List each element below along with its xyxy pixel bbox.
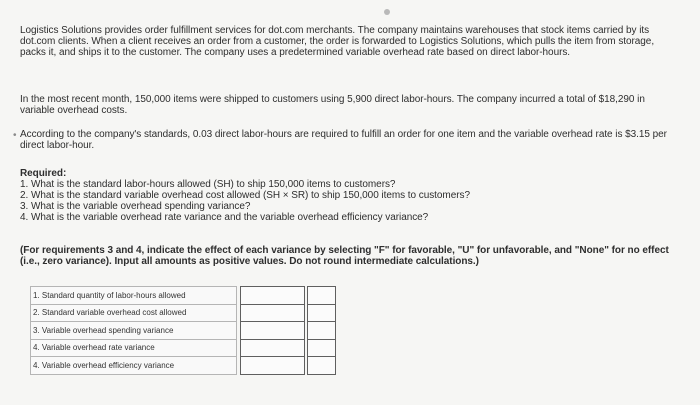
effect-cell	[308, 322, 336, 340]
table-row	[31, 339, 336, 357]
amount-cell	[241, 339, 305, 357]
scroll-indicator-dot	[384, 9, 390, 15]
table-row	[31, 287, 336, 305]
required-item-2: 2. What is the standard variable overhead cost allowed (SH × SR) to ship 150,000 items to customers?	[20, 190, 470, 201]
amount-cell	[241, 304, 305, 322]
required-item-3: 3. What is the variable overhead spending variance?	[20, 201, 251, 212]
amount-cell	[241, 357, 305, 375]
effect-input[interactable]	[308, 322, 335, 336]
row-label: 4. Variable overhead rate variance	[31, 339, 237, 357]
amount-input[interactable]	[241, 322, 304, 336]
row-label: 3. Variable overhead spending variance	[31, 322, 237, 340]
amount-cell	[241, 322, 305, 340]
table-row	[31, 304, 336, 322]
required-title: Required:	[20, 168, 67, 179]
answer-table	[30, 286, 336, 375]
amount-input[interactable]	[241, 357, 304, 371]
effect-input[interactable]	[308, 305, 335, 319]
instructions-note: (For requirements 3 and 4, indicate the effect of each variance by selecting "F" for favorable, "U" for unfavorable, and "None" for no effect (i.e., zero variance). Input all amounts as positive values. Do not round intermediate calculations.)	[20, 245, 669, 267]
problem-paragraph-2: In the most recent month, 150,000 items were shipped to customers using 5,900 direct labor-hours. The company incurred a total of $18,290 in variable overhead costs.	[20, 94, 645, 116]
effect-input[interactable]	[308, 357, 335, 371]
effect-input[interactable]	[308, 340, 335, 354]
row-label: 2. Standard variable overhead cost allowed	[31, 304, 237, 322]
effect-cell	[308, 304, 336, 322]
problem-paragraph-1: Logistics Solutions provides order fulfillment services for dot.com merchants. The company maintains warehouses that stock items carried by its dot.com clients. When a client receives an order from a customer, the order is forwarded to Logistics Solutions, which pulls the item from storage, packs it, and ships it to the customer. The company uses a predetermined variable overhead rate based on direct labor-hours.	[20, 25, 655, 58]
required-item-1: 1. What is the standard labor-hours allowed (SH) to ship 150,000 items to customers?	[20, 179, 396, 190]
effect-cell	[308, 287, 336, 305]
required-item-4: 4. What is the variable overhead rate variance and the variable overhead efficiency variance?	[20, 212, 429, 223]
effect-cell	[308, 357, 336, 375]
effect-input[interactable]	[308, 287, 335, 301]
required-section	[20, 168, 680, 223]
table-row	[31, 322, 336, 340]
amount-input[interactable]	[241, 305, 304, 319]
effect-cell	[308, 339, 336, 357]
bullet-icon: •	[13, 130, 17, 141]
row-label: 1. Standard quantity of labor-hours allowed	[31, 287, 237, 305]
problem-paragraph-3: According to the company's standards, 0.03 direct labor-hours are required to fulfill an order for one item and the variable overhead rate is $3.15 per direct labor-hour.	[20, 129, 667, 151]
amount-input[interactable]	[241, 287, 304, 301]
amount-cell	[241, 287, 305, 305]
amount-input[interactable]	[241, 340, 304, 354]
table-row	[31, 357, 336, 375]
row-label: 4. Variable overhead efficiency variance	[31, 357, 237, 375]
